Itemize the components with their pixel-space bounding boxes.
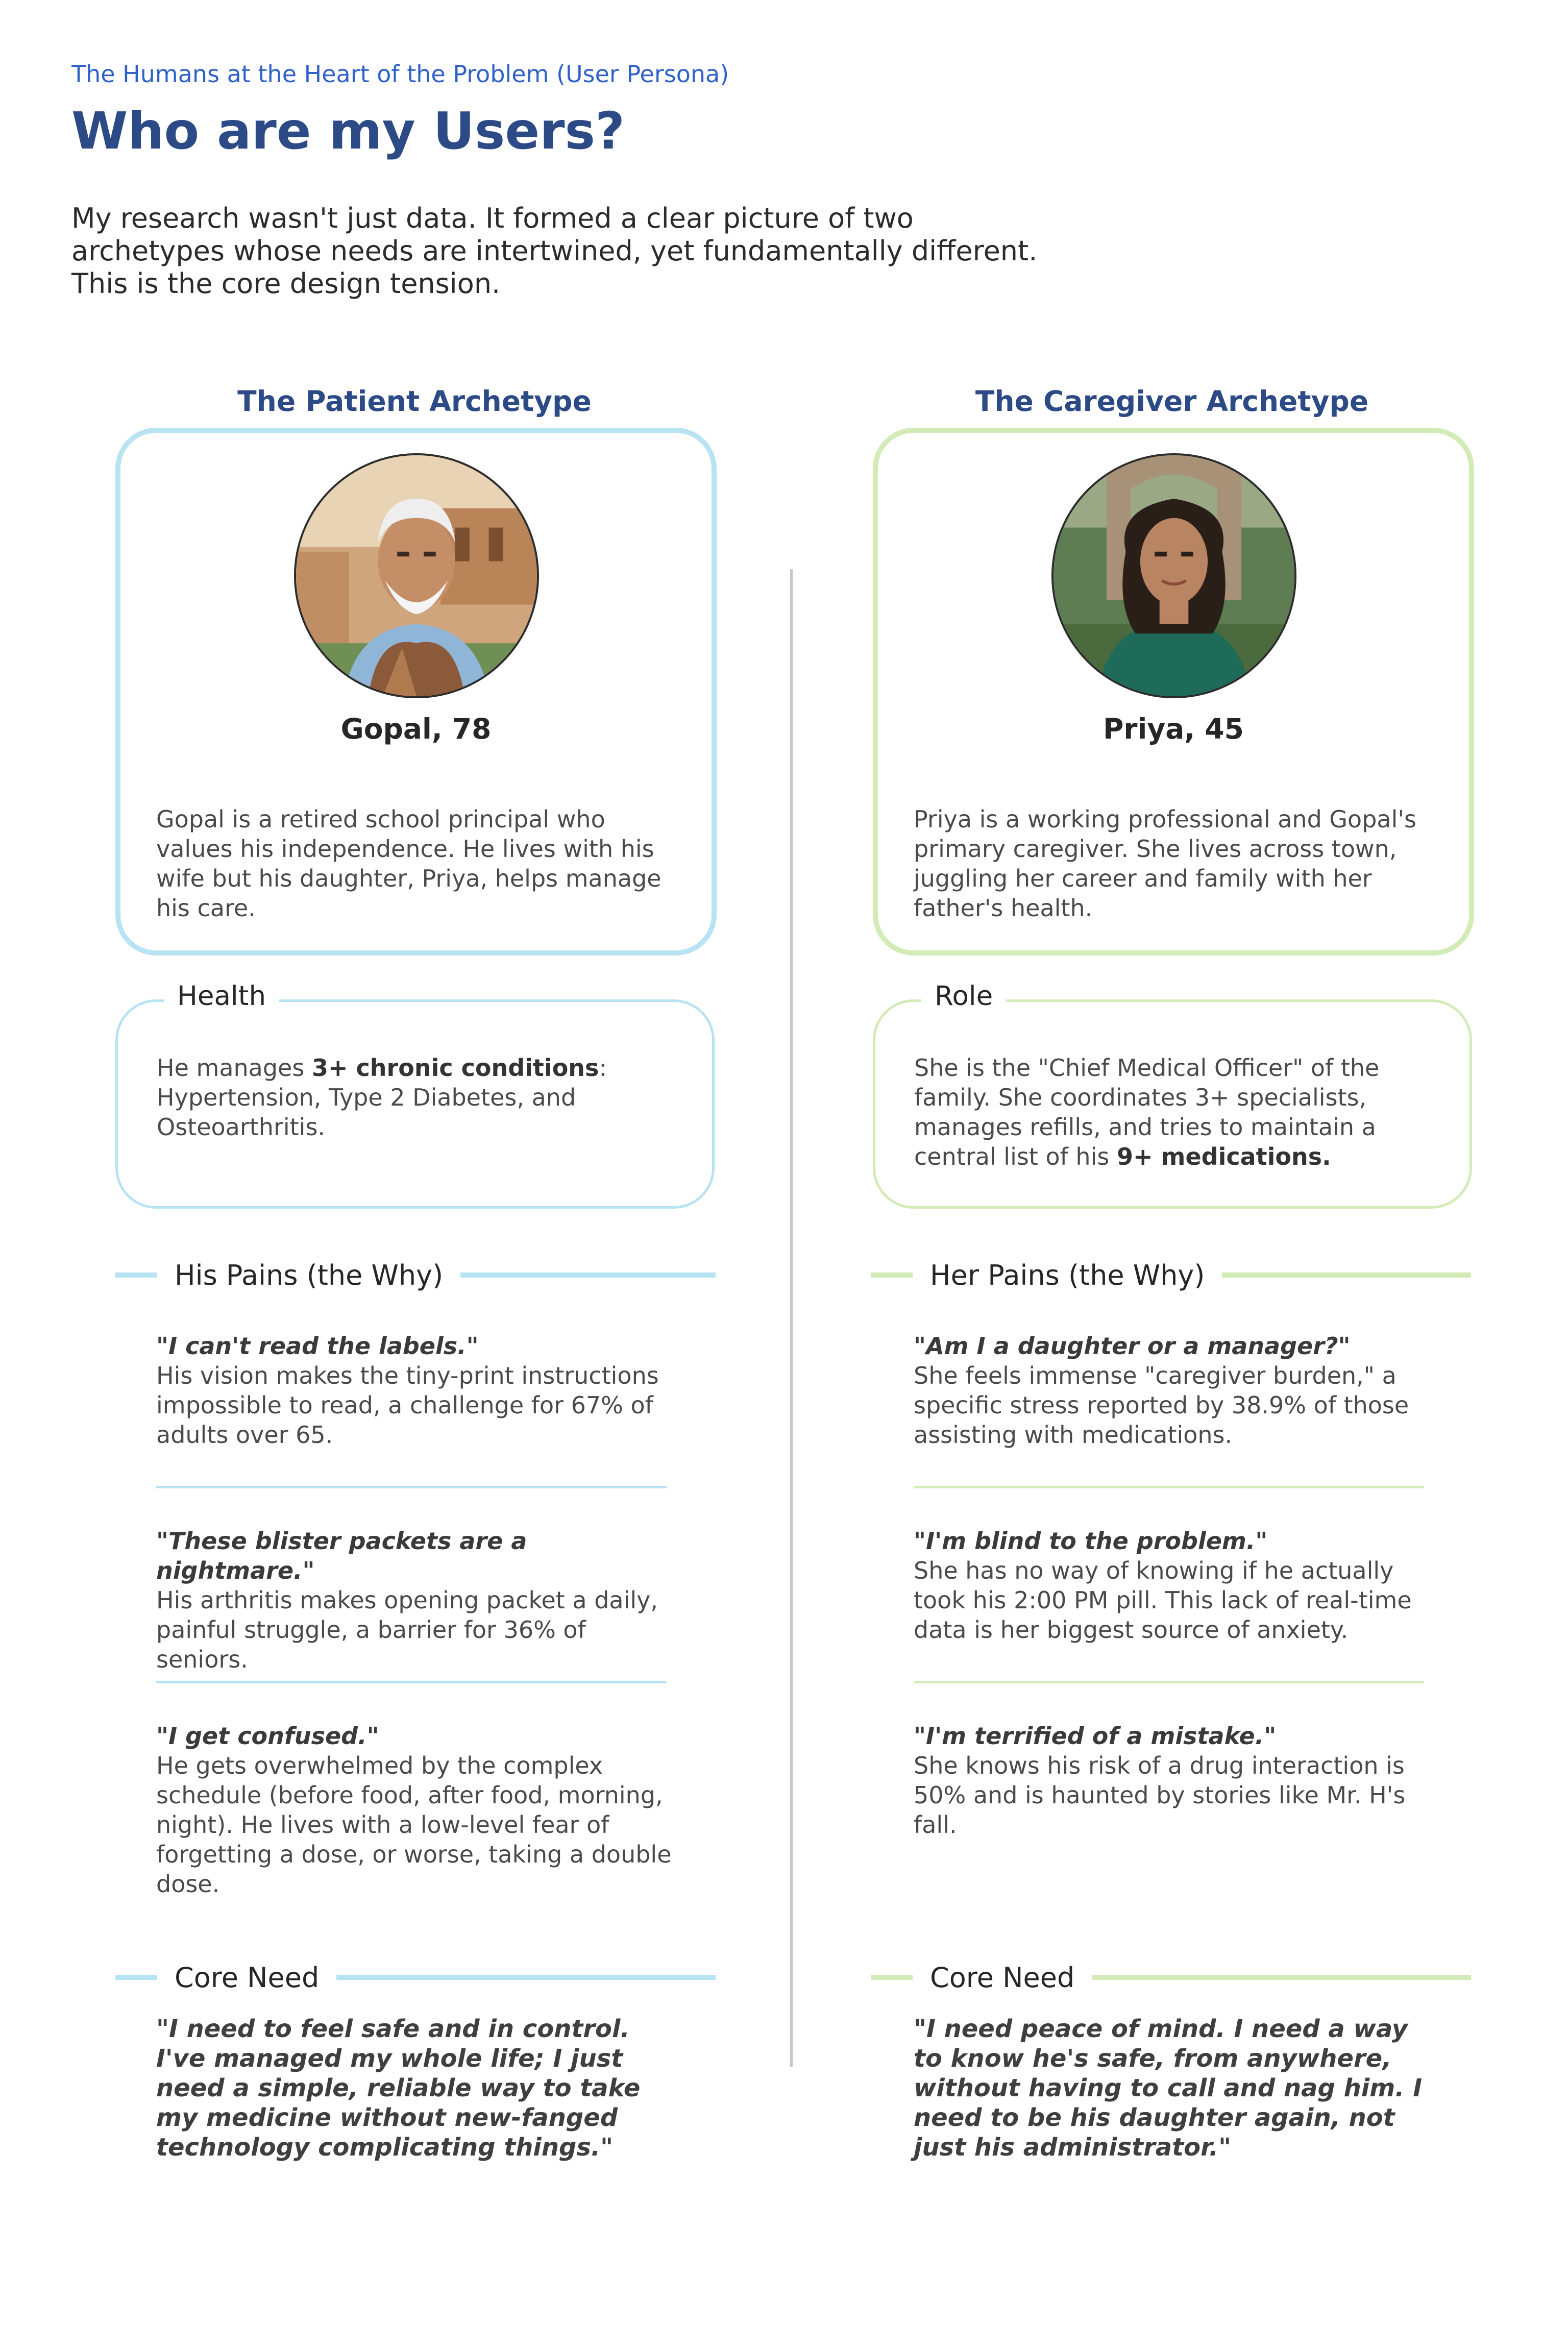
page-title: Who are my Users? xyxy=(71,101,625,161)
health-highlight: 3+ chronic conditions xyxy=(311,1054,599,1082)
pain-quote: "I get confused." xyxy=(156,1722,379,1750)
intro-paragraph: My research wasn't just data. It formed a clear picture of two archetypes whose needs are intertwined, yet fundamentally different. This is the core design tension. xyxy=(71,202,1038,300)
patient-profile-card xyxy=(115,428,717,956)
patient-core-need-header xyxy=(115,1957,716,1998)
column-divider xyxy=(790,569,793,2067)
pain-text: His vision makes the tiny-print instructions impossible to read, a challenge for 67% of adults over 65. xyxy=(156,1362,659,1449)
his-pains-label: His Pains (the Why) xyxy=(175,1259,444,1291)
caregiver-role-card xyxy=(873,981,1472,1209)
patient-pain-item xyxy=(156,1721,672,1899)
woman-portrait-icon xyxy=(1051,453,1296,698)
his-pains-header xyxy=(115,1255,716,1295)
pain-text: His arthritis makes opening packet a daily, painful struggle, a barrier for 36% of seniors. xyxy=(156,1586,658,1673)
caregiver-heading: The Caregiver Archetype xyxy=(975,385,1369,418)
caregiver-core-quote: "I need peace of mind. I need a way to know he's safe, from anywhere, without having to call and nag him. I need to be his daughter again, not just his administrator." xyxy=(914,2015,1423,2162)
caregiver-pain-item xyxy=(914,1331,1429,1450)
core-need-label: Core Need xyxy=(175,1961,320,1994)
pain-text: She has no way of knowing if he actually took his 2:00 PM pill. This lack of real-time data is her biggest source of anxiety. xyxy=(914,1557,1412,1644)
health-text: He manages 3+ chronic conditions: Hypertension, Type 2 Diabetes, and Osteoarthritis. xyxy=(157,1054,607,1141)
pain-divider xyxy=(156,1486,667,1488)
her-pains-header xyxy=(871,1255,1471,1295)
pain-divider xyxy=(914,1681,1424,1683)
patient-heading: The Patient Archetype xyxy=(237,385,592,418)
caregiver-pain-item xyxy=(914,1526,1429,1645)
pain-quote: "Am I a daughter or a manager?" xyxy=(914,1332,1351,1360)
pain-text: He gets overwhelmed by the complex schedule (before food, after food, morning, night). He lives with a low-level fear of forgetting a dose, or worse, taking a double dose. xyxy=(156,1752,672,1898)
caregiver-profile-card xyxy=(873,428,1474,956)
caregiver-name: Priya, 45 xyxy=(1103,713,1244,745)
pain-text: She knows his risk of a drug interaction is 50% and is haunted by stories like Mr. H's fall. xyxy=(914,1752,1406,1839)
caregiver-bio: Priya is a working professional and Gopal's primary caregiver. She lives across town, juggling her career and family with her father's health. xyxy=(914,805,1416,922)
health-label: Health xyxy=(164,981,279,1012)
her-pains-label: Her Pains (the Why) xyxy=(930,1259,1205,1291)
patient-bio: Gopal is a retired school principal who values his independence. He lives with his wife but his daughter, Priya, helps manage his care. xyxy=(156,805,662,922)
pain-text: She feels immense "caregiver burden," a specific stress reported by 38.9% of those assisting with medications. xyxy=(914,1362,1409,1449)
pain-quote: "I'm terrified of a mistake." xyxy=(914,1722,1277,1750)
core-need-label: Core Need xyxy=(930,1961,1075,1994)
pain-quote: "I can't read the labels." xyxy=(156,1332,479,1360)
elderly-man-portrait-icon xyxy=(294,453,539,698)
role-label: Role xyxy=(921,981,1006,1012)
patient-health-card xyxy=(115,981,715,1209)
patient-core-quote: "I need to feel safe and in control. I've managed my whole life; I just need a simple, reliable way to take my medicine without new-fanged technology complicating things." xyxy=(156,2015,641,2162)
pain-quote: "These blister packets are a nightmare." xyxy=(156,1527,527,1584)
caregiver-pain-item xyxy=(914,1721,1429,1840)
eyebrow-label: The Humans at the Heart of the Problem (User Persona) xyxy=(71,60,729,88)
role-text: She is the "Chief Medical Officer" of the family. She coordinates 3+ specialists, manages refills, and tries to maintain a central list of his 9+ medications. xyxy=(914,1054,1380,1170)
pain-quote: "I'm blind to the problem." xyxy=(914,1527,1268,1555)
patient-pain-item xyxy=(156,1526,672,1674)
patient-name: Gopal, 78 xyxy=(340,713,492,745)
pain-divider xyxy=(156,1681,667,1683)
caregiver-core-need-header xyxy=(871,1957,1471,1998)
patient-pain-item xyxy=(156,1331,672,1450)
pain-divider xyxy=(914,1486,1424,1488)
role-highlight: 9+ medications. xyxy=(1116,1143,1331,1170)
